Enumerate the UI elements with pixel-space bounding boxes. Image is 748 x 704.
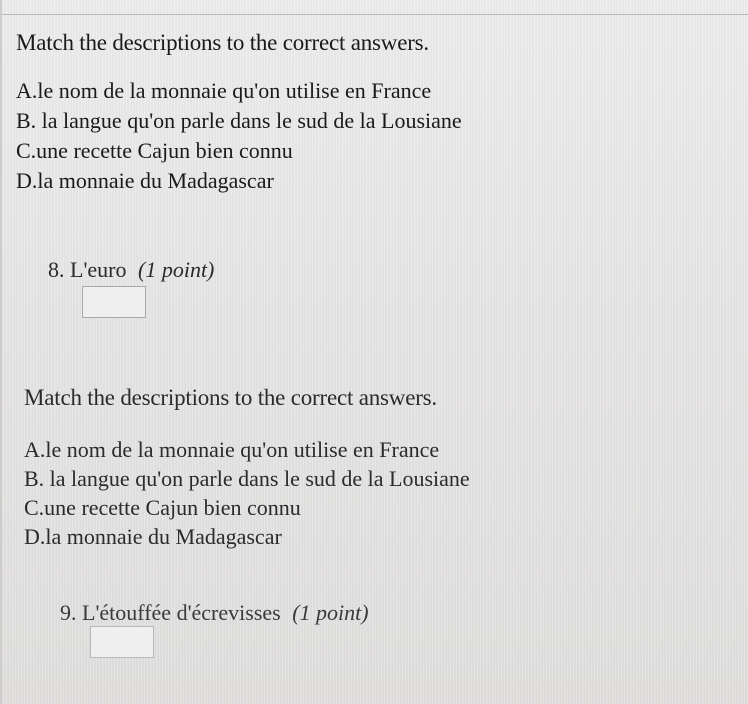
option-b: B. la langue qu'on parle dans le sud de la Lousiane — [16, 108, 462, 133]
question-number: 8. — [48, 257, 65, 282]
question-8 — [48, 257, 214, 283]
question-block-2 — [24, 385, 470, 551]
options-list — [24, 435, 470, 551]
option-d: D.la monnaie du Madagascar — [16, 168, 274, 193]
instruction-text: Match the descriptions to the correct answers. — [24, 385, 437, 410]
question-block-1 — [16, 30, 462, 196]
question-9 — [60, 600, 369, 626]
option-c: C.une recette Cajun bien connu — [24, 495, 301, 520]
question-points: (1 point) — [292, 600, 369, 625]
left-border — [0, 0, 2, 704]
answer-input-9[interactable] — [90, 626, 154, 658]
instruction-text: Match the descriptions to the correct answers. — [16, 30, 429, 55]
question-number: 9. — [60, 600, 77, 625]
option-a: A.le nom de la monnaie qu'on utilise en France — [24, 437, 440, 462]
option-d: D.la monnaie du Madagascar — [24, 524, 282, 549]
question-points: (1 point) — [138, 257, 215, 282]
options-list — [16, 76, 462, 196]
question-text: L'étouffée d'écrevisses — [82, 600, 281, 625]
top-divider — [0, 14, 748, 15]
option-a: A.le nom de la monnaie qu'on utilise en France — [16, 78, 432, 103]
option-c: C.une recette Cajun bien connu — [16, 138, 293, 163]
question-text: L'euro — [70, 257, 127, 282]
answer-input-8[interactable] — [82, 286, 146, 318]
option-b: B. la langue qu'on parle dans le sud de la Lousiane — [24, 466, 470, 491]
